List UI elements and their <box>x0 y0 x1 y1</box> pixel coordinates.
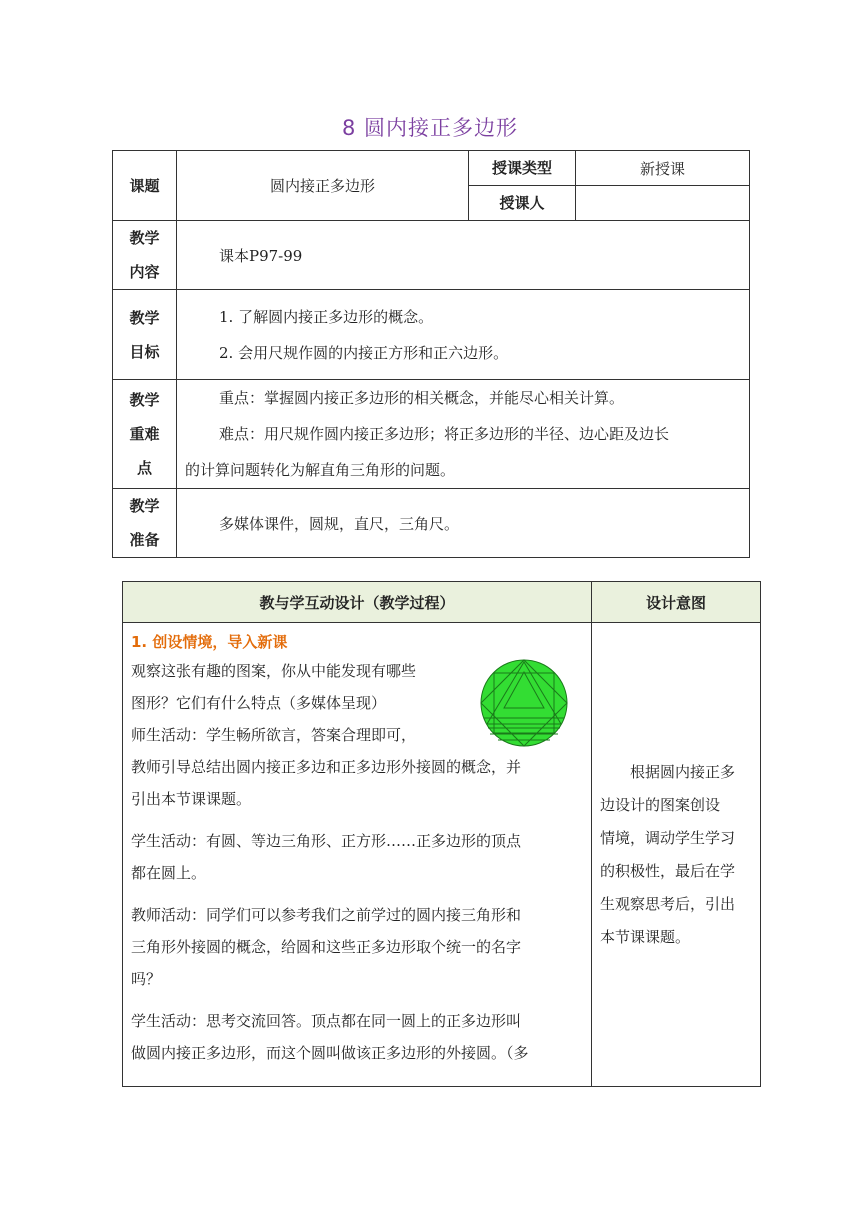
key-focus: 重点：掌握圆内接正多边形的相关概念，并能尽心相关计算。 <box>219 389 625 407</box>
paragraph: 学生活动：有圆、等边三角形、正方形……正多边形的顶点 都在圆上。 <box>131 832 522 882</box>
goal-item: 2. 会用尺规作圆的内接正方形和正六边形。 <box>219 343 509 362</box>
teacher-value <box>576 186 750 221</box>
section-title: 1. 创设情境，导入新课 <box>131 633 288 651</box>
inscribed-polygons-figure <box>478 658 572 748</box>
content-value: 课本P97-99 <box>177 221 750 290</box>
goal-list <box>177 290 750 380</box>
topic-value: 圆内接正多边形 <box>177 151 469 221</box>
key-difficulty-cont: 的计算问题转化为解直角三角形的问题。 <box>185 461 456 479</box>
key-points <box>177 380 750 489</box>
content-label: 教学 内容 <box>113 221 177 290</box>
prep-label: 教学 准备 <box>113 489 177 558</box>
type-value: 新授课 <box>576 151 750 186</box>
topic-label: 课题 <box>113 151 177 221</box>
paragraph: 学生活动：思考交流回答。顶点都在同一圆上的正多边形叫 做圆内接正多边形，而这个圆叫做该正多边形的外接圆。（多 <box>131 1012 529 1062</box>
teacher-label: 授课人 <box>469 186 576 221</box>
page-title: 8 圆内接正多边形 <box>341 116 519 140</box>
teaching-process-table <box>122 581 761 1087</box>
type-label: 授课类型 <box>469 151 576 186</box>
paragraph: 教师活动：同学们可以参考我们之前学过的圆内接三角形和 三角形外接圆的概念，给圆和这些正多边形取个统一的名字 吗？ <box>131 906 522 988</box>
design-intent: 根据圆内接正多 边设计的图案创设 情境，调动学生学习 的积极性，最后在学 生观察思考后，引出 本节课课题。 <box>592 623 761 1087</box>
lesson-info-table <box>112 150 750 558</box>
process-header: 教与学互动设计（教学过程） <box>123 582 592 623</box>
prep-value: 多媒体课件，圆规，直尺，三角尺。 <box>177 489 750 558</box>
intent-header: 设计意图 <box>592 582 761 623</box>
goal-item: 1. 了解圆内接正多边形的概念。 <box>219 307 434 326</box>
paragraph: 观察这张有趣的图案，你从中能发现有哪些 图形？它们有什么特点（多媒体呈现） 师生活动：学生畅所欲言，答案合理即可， 教师引导总结出圆内接正多边和正多边形外接圆的概念，并 引出本节课课题。 <box>131 662 522 808</box>
key-difficulty: 难点：用尺规作圆内接正多边形；将正多边形的半径、边心距及边长 <box>219 425 670 443</box>
key-label: 教学 重难 点 <box>113 380 177 489</box>
goal-label: 教学 目标 <box>113 290 177 380</box>
